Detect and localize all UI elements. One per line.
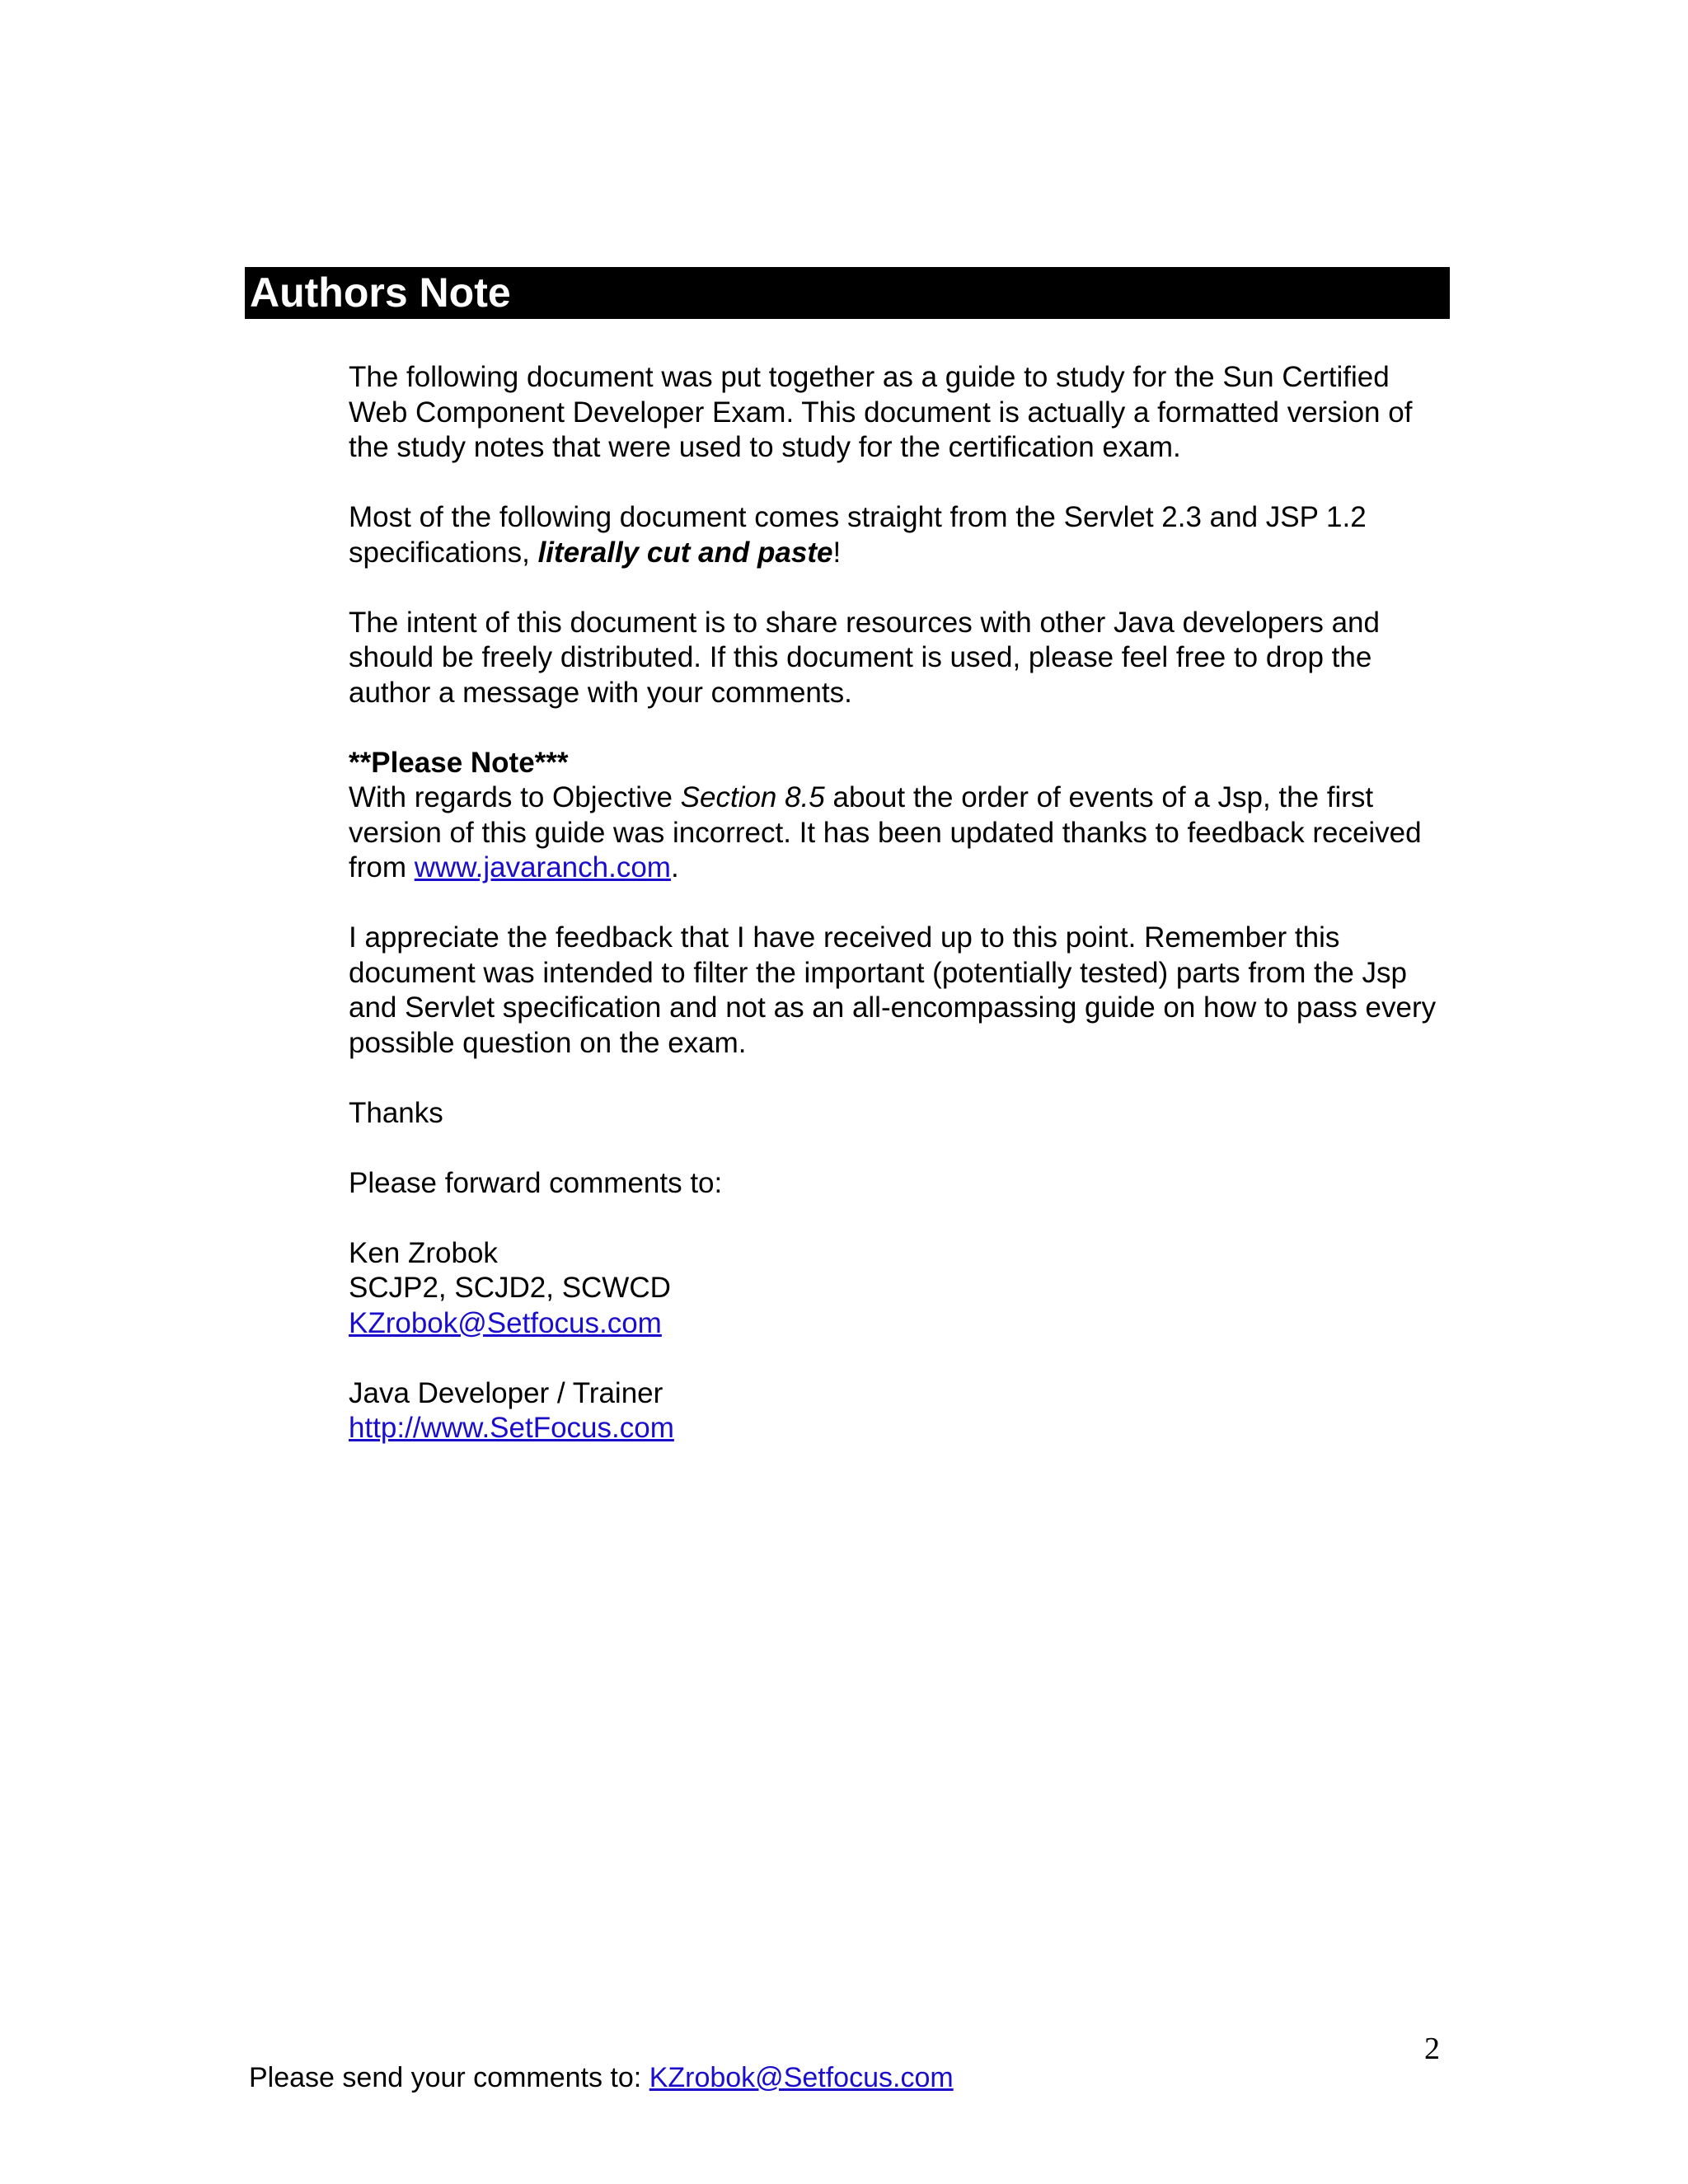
author-certs: SCJP2, SCJD2, SCWCD <box>349 1272 671 1304</box>
footer-email-link[interactable]: KZrobok@Setfocus.com <box>649 2062 954 2093</box>
source-text: Most of the following document comes straight from the Servlet 2.3 and JSP 1.2 specifications, <box>349 501 1367 569</box>
paragraph-source <box>349 500 1453 570</box>
note-title: **Please Note*** <box>349 746 569 779</box>
author-role: Java Developer / Trainer <box>349 1376 663 1409</box>
paragraph-feedback: I appreciate the feedback that I have received up to this point. Remember this document was intended to filter the important (potentially tested) parts from the Jsp and Servlet specification and not as an all-encompassing guide on how to pass every possible question on the exam. <box>349 921 1437 1059</box>
note-section-ref: Section 8.5 <box>680 781 825 813</box>
setfocus-site-link[interactable]: http://www.SetFocus.com <box>349 1412 674 1444</box>
page-footer <box>249 2062 954 2094</box>
note-text-pre: With regards to Objective <box>349 781 681 813</box>
section-heading-bar <box>245 267 1450 319</box>
forward-line: Please forward comments to: <box>349 1166 723 1199</box>
thanks-line: Thanks <box>349 1096 443 1129</box>
page-number: 2 <box>1424 2032 1440 2066</box>
paragraph-note <box>349 746 1453 886</box>
note-text-mid: about the order of events of a Jsp, the first version of this guide was incorrect. It has been updated thanks to feedback received from <box>349 781 1422 883</box>
paragraph-intent: The intent of this document is to share resources with other Java developers and should be freely distributed. If this document is used, please feel free to drop the author a message with your comments. <box>349 606 1380 709</box>
section-heading: Authors Note <box>250 269 511 316</box>
javaranch-link[interactable]: www.javaranch.com <box>414 851 671 883</box>
paragraph-intro: The following document was put together as a guide to study for the Sun Certified Web Component Developer Exam. This document is actually a formatted version of the study notes that were used to study for the certification exam. <box>349 361 1413 463</box>
author-name: Ken Zrobok <box>349 1236 498 1269</box>
footer-text: Please send your comments to: <box>249 2062 649 2093</box>
author-block <box>349 1236 1453 1342</box>
note-text-post: . <box>670 851 679 883</box>
author-email-link[interactable]: KZrobok@Setfocus.com <box>349 1306 662 1339</box>
source-exclamation: ! <box>832 536 842 569</box>
source-emphasis: literally cut and paste <box>537 536 833 569</box>
document-body <box>349 360 1453 1481</box>
role-block <box>349 1376 1453 1446</box>
